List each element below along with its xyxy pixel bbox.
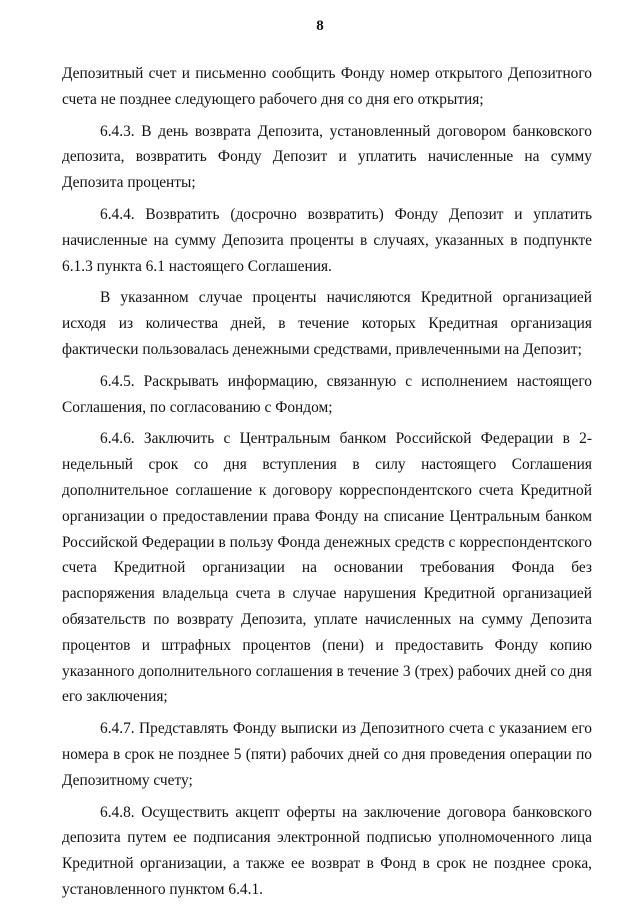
paragraph-6-4-8: 6.4.8. Осуществить акцепт оферты на заключение договора банковского депозита путем ее подписания электронной подписью уполномоченного лица Кредитной организации, а также ее возврат в Фонд в срок не позднее срока, установленного пунктом 6.4.1.: [62, 803, 592, 898]
paragraph-6-4-7: 6.4.7. Представлять Фонду выписки из Депозитного счета с указанием его номера в срок не позднее 5 (пяти) рабочих дней со дня проведения операции по Депозитному счету;: [62, 720, 592, 789]
paragraph-6-4-6: 6.4.6. Заключить с Центральным банком Российской Федерации в 2-недельный срок со дня вступления в силу настоящего Соглашения дополнительное соглашение к договору корреспондентского счета Кредитной организации о предоставлении права Фонду на списание Центральным банком Российской Федерации в пользу Фонда денежных средств с корреспондентского счета Кредитной организации на основании требования Фонда без распоряжения владельца счета в случае нарушения Кредитной организацией обязательств по возврату Депозита, уплате начисленных на сумму Депозита процентов и штрафных процентов (пени) и предоставить Фонду копию указанного дополнительного соглашения в течение 3 (трех) рабочих дней со дня его заключения;: [62, 430, 592, 706]
document-body: [62, 61, 592, 909]
paragraph-interest-note: В указанном случае проценты начисляются Кредитной организацией исходя из количества дней, в течение которых Кредитная организация фактически пользовалась денежными средствами, привлеченными на Депозит;: [62, 289, 592, 358]
paragraph-continuation: Депозитный счет и письменно сообщить Фонду номер открытого Депозитного счета не позднее следующего рабочего дня со дня его открытия;: [62, 65, 592, 108]
paragraph-6-4-4: 6.4.4. Возвратить (досрочно возвратить) Фонду Депозит и уплатить начисленные на сумму Депозита проценты в случаях, указанных в подпункте 6.1.3 пункта 6.1 настоящего Соглашения.: [62, 205, 592, 275]
paragraph-6-4-5: 6.4.5. Раскрывать информацию, связанную с исполнением настоящего Соглашения, по согласованию с Фондом;: [62, 372, 592, 416]
page-number: 8: [316, 18, 324, 34]
paragraph-6-4-3: 6.4.3. В день возврата Депозита, установленный договором банковского депозита, возвратить Фонду Депозит и уплатить начисленные на сумму Депозита проценты;: [62, 122, 592, 192]
